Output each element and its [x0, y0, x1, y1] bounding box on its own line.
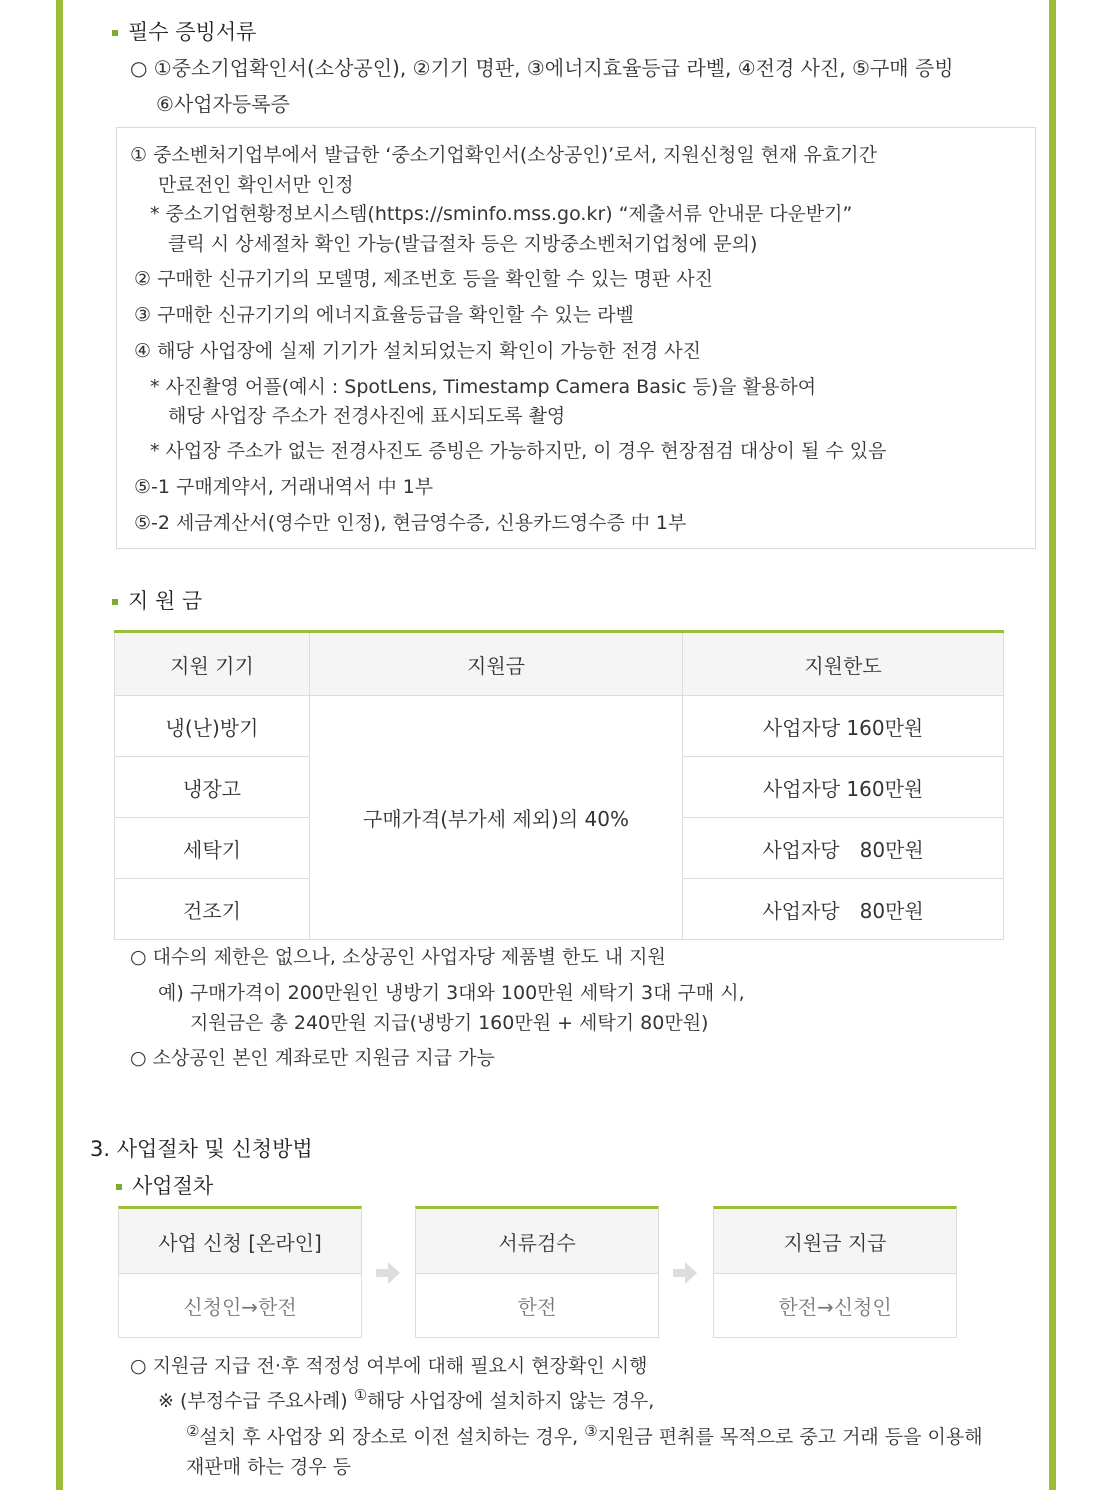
step-title: 사업 신청 [온라인]	[119, 1209, 361, 1274]
note-line: ① 중소벤처기업부에서 발급한 ‘중소기업확인서(소상공인)’로서, 지원신청일 현재 유효기간	[130, 144, 877, 166]
note-line: 만료전인 확인서만 인정	[158, 174, 354, 196]
bullet-square-icon	[116, 1184, 122, 1190]
subsidy-heading: 지 원 금	[112, 585, 202, 615]
device-cell: 냉(난)방기	[115, 696, 310, 757]
header-amount: 지원금	[310, 632, 683, 696]
note-line: ④ 해당 사업장에 실제 기기가 설치되었는지 확인이 가능한 전경 사진	[134, 340, 701, 362]
section3-title: 3. 사업절차 및 신청방법	[90, 1137, 313, 1161]
procedure-note: ※ (부정수급 주요사례) ①해당 사업장에 설치하지 않는 경우,	[158, 1385, 655, 1412]
note-line: * 사진촬영 어플(예시 : SpotLens, Timestamp Camera Basic 등)을 활용하여	[150, 376, 817, 398]
procedure-heading: 사업절차	[116, 1170, 213, 1200]
note-line: 클릭 시 상세절차 확인 가능(발급절차 등은 지방중소벤처기업청에 문의)	[168, 233, 758, 255]
subsidy-note: 예) 구매가격이 200만원인 냉방기 3대와 100만원 세탁기 3대 구매 시,	[158, 982, 745, 1004]
subsidy-note: 지원금은 총 240만원 지급(냉방기 160만원 + 세탁기 80만원)	[190, 1012, 709, 1034]
step-title: 지원금 지급	[714, 1209, 956, 1274]
note-line: ⑤-2 세금계산서(영수만 인정), 현금영수증, 신용카드영수증 中 1부	[134, 512, 687, 534]
step-title: 서류검수	[416, 1209, 658, 1274]
header-limit: 지원한도	[683, 632, 1004, 696]
limit-cell: 사업자당 80만원	[683, 818, 1004, 879]
required-docs-heading: 필수 증빙서류	[112, 16, 256, 46]
table-header-row	[115, 632, 1004, 696]
right-arrow-icon	[673, 1262, 697, 1284]
note-line: ③ 구매한 신규기기의 에너지효율등급을 확인할 수 있는 라벨	[134, 304, 634, 326]
limit-cell: 사업자당 160만원	[683, 757, 1004, 818]
note-line: ② 구매한 신규기기의 모델명, 제조번호 등을 확인할 수 있는 명판 사진	[134, 268, 714, 290]
bullet-square-icon	[112, 30, 118, 36]
subsidy-note: ○ 대수의 제한은 없으나, 소상공인 사업자당 제품별 한도 내 지원	[130, 946, 666, 968]
limit-cell: 사업자당 80만원	[683, 879, 1004, 940]
procedure-note: ○ 지원금 지급 전·후 적정성 여부에 대해 필요시 현장확인 시행	[130, 1355, 648, 1377]
right-arrow-icon	[376, 1262, 400, 1284]
step-actor: 한전→신청인	[778, 1294, 892, 1319]
device-cell: 세탁기	[115, 818, 310, 879]
note-line: 해당 사업장 주소가 전경사진에 표시되도록 촬영	[168, 405, 566, 427]
device-cell: 건조기	[115, 879, 310, 940]
step-actor: 신청인→한전	[183, 1294, 297, 1319]
step-review	[415, 1206, 659, 1338]
step-actor: 한전	[517, 1294, 557, 1319]
step-apply	[118, 1206, 362, 1338]
note-line: ⑤-1 구매계약서, 거래내역서 中 1부	[134, 476, 434, 498]
limit-cell: 사업자당 160만원	[683, 696, 1004, 757]
device-cell: 냉장고	[115, 757, 310, 818]
note-line: * 사업장 주소가 없는 전경사진도 증빙은 가능하지만, 이 경우 현장점검 대상이 될 수 있음	[150, 440, 887, 462]
note-line: * 중소기업현황정보시스템(https://sminfo.mss.go.kr) “제출서류 안내문 다운받기”	[150, 203, 853, 225]
amount-cell: 구매가격(부가세 제외)의 40%	[310, 696, 683, 940]
header-device: 지원 기기	[115, 632, 310, 696]
table-row	[115, 696, 1004, 757]
required-docs-list-line1: ○ ①중소기업확인서(소상공인), ②기기 명판, ③에너지효율등급 라벨, ④전경 사진, ⑤구매 증빙	[130, 56, 954, 80]
subsidy-table	[114, 630, 1004, 940]
procedure-note: ②설치 후 사업장 외 장소로 이전 설치하는 경우, ③지원금 편취를 목적으로 중고 거래 등을 이용해	[186, 1421, 983, 1448]
bullet-square-icon	[112, 599, 118, 605]
subsidy-note: ○ 소상공인 본인 계좌로만 지원금 지급 가능	[130, 1047, 495, 1069]
required-docs-list-line2: ⑥사업자등록증	[156, 92, 290, 116]
step-payment	[713, 1206, 957, 1338]
procedure-note: 재판매 하는 경우 등	[186, 1456, 351, 1478]
